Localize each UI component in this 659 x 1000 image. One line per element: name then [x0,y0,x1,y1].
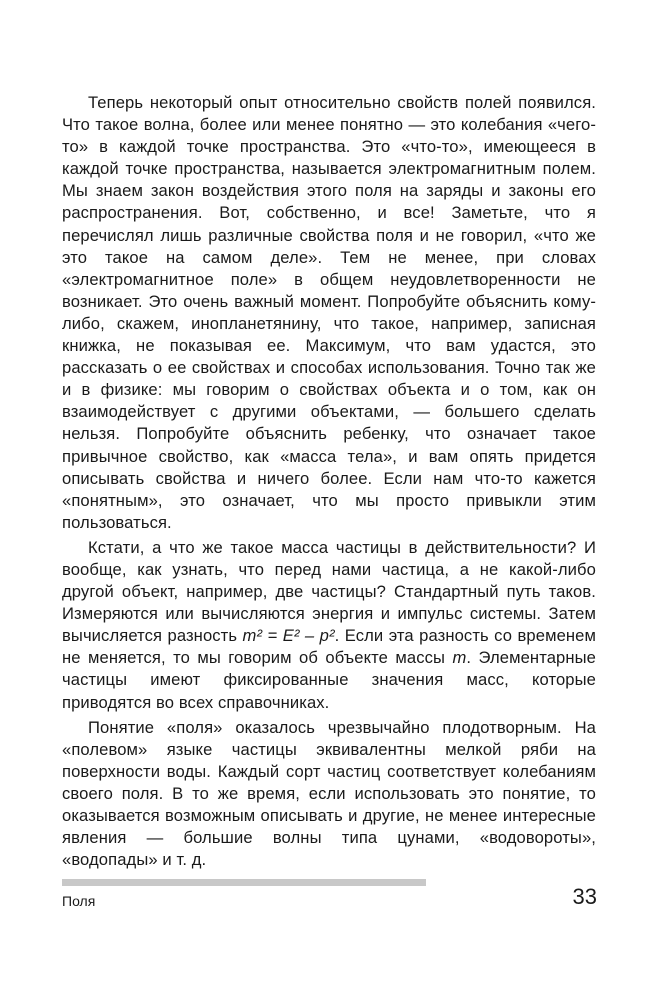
body-text [62,92,596,871]
paragraph-2-after: . Элементарные частицы имеют фиксированные значения масс, которые приводятся во всех справочниках. [62,648,596,712]
mass-symbol: m [452,648,467,668]
paragraph-3: Понятие «поля» оказалось чрезвычайно плодотворным. На «полевом» языке частицы эквивалентны мелкой ряби на поверхности воды. Каждый сорт частиц соответствует колебаниям своего поля. В то же время, если использовать это понятие, то оказывается возможным описывать и другие, не менее интересные явления — большие волны типа цунами, «водовороты», «водопады» и т. д. [62,717,596,870]
running-footer-section-title: Поля [62,893,96,909]
page-number: 33 [572,884,597,909]
footer-divider-bar [62,879,426,886]
paragraph-1: Теперь некоторый опыт относительно свойств полей появился. Что такое волна, более или менее понятно — это колебания «чего-то» в каждой точке пространства. Это «что-то», имеющееся в каждой точке пространства, называется электромагнитным полем. Мы знаем закон воздействия этого поля на заряды и законы его распространения. Вот, собственно, и все! Заметьте, что я перечислял лишь различные свойства поля и не говорил, «что же это такое на самом деле». Тем не менее, при словах «электромагнитное поле» в общем неудовлетворенности не возникает. Это очень важный момент. Попробуйте объяснить кому-либо, скажем, инопланетянину, что такое, например, записная книжка, не показывая ее. Максимум, что вам удастся, это рассказать о ее свойствах и способах использования. Точно так же и в физике: мы говорим о свойствах объекта и о том, как он взаимодействует с другими объектами, — большего сделать нельзя. Попробуйте объяснить ребенку, что означает такое привычное свойство, как «масса тела», и вам опять придется описывать свойства и ничего более. Если нам что-то кажется «понятным», это означает, что мы просто привыкли этим пользоваться. [62,93,596,532]
paragraph-2 [62,537,596,714]
paragraph-2-middle: . Если эта разность со временем не меняется, то мы говорим об объекте массы [62,626,597,668]
paragraph-2-before: Кстати, а что же такое масса частицы в действительности? И вообще, как узнать, что перед нами частица, а не какой-либо другой объект, например, две частицы? Стандартный путь таков. Измеряются или вычисляются энергия и импульс системы. Затем вычисляется разность [62,537,596,646]
mass-energy-formula: m² = E² – p² [242,626,335,646]
